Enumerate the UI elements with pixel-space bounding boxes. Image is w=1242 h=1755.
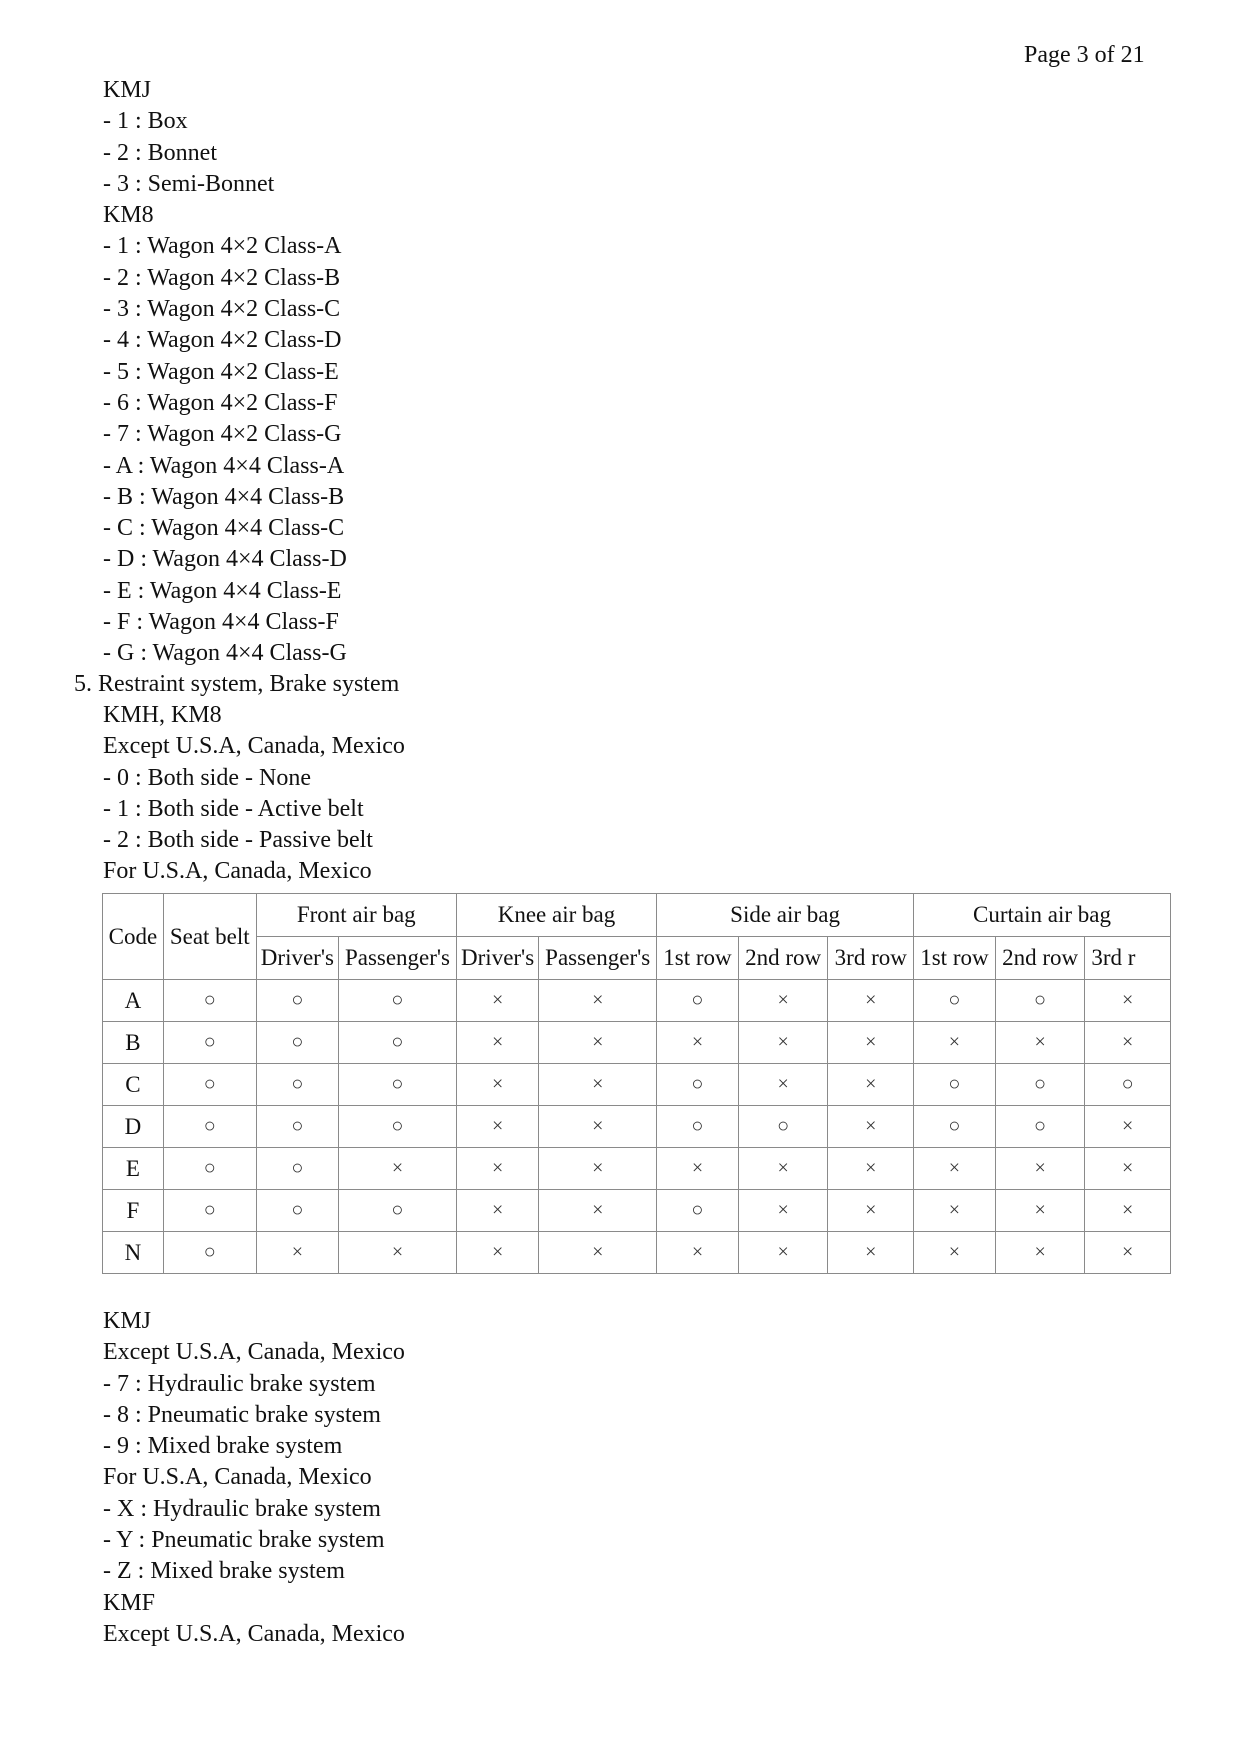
table-cell: ○ (995, 1064, 1085, 1106)
table-row (103, 980, 1171, 1022)
text-line: - C : Wagon 4×4 Class-C (103, 515, 345, 542)
text-line: - 2 : Bonnet (103, 139, 217, 166)
subheader-front-passengers: Passenger's (339, 937, 457, 980)
table-cell: × (914, 1190, 996, 1232)
table-cell: × (456, 1232, 538, 1274)
table-cell: × (456, 1106, 538, 1148)
header-seat-belt: Seat belt (163, 894, 256, 980)
row-code: N (103, 1232, 164, 1274)
table-cell: × (1085, 1106, 1171, 1148)
table-cell: × (828, 1106, 914, 1148)
page-number: Page 3 of 21 (1024, 42, 1145, 68)
text-line: - 4 : Wagon 4×2 Class-D (103, 327, 342, 354)
table-cell: × (339, 1148, 457, 1190)
text-line: - G : Wagon 4×4 Class-G (103, 640, 347, 667)
table-cell: ○ (163, 1190, 256, 1232)
table-cell: × (256, 1232, 338, 1274)
table-cell: × (456, 1064, 538, 1106)
text-line: Except U.S.A, Canada, Mexico (103, 1620, 405, 1647)
table-cell: ○ (256, 1106, 338, 1148)
table-cell: ○ (163, 1064, 256, 1106)
subheader-side-3rd-row: 3rd row (828, 937, 914, 980)
text-line: KMF (103, 1589, 156, 1616)
table-cell: × (914, 1022, 996, 1064)
table-row (103, 1148, 1171, 1190)
text-line: - 3 : Wagon 4×2 Class-C (103, 296, 341, 323)
text-line: KMH, KM8 (103, 702, 222, 728)
text-line: - 0 : Both side - None (103, 764, 311, 791)
table-cell: ○ (995, 1106, 1085, 1148)
text-line: - Y : Pneumatic brake system (103, 1527, 385, 1554)
table-row (103, 1022, 1171, 1064)
brake-system-list (103, 1306, 405, 1650)
table-cell: × (456, 1148, 538, 1190)
text-line: - 9 : Mixed brake system (103, 1433, 343, 1460)
table-cell: ○ (657, 980, 739, 1022)
text-line: - 2 : Wagon 4×2 Class-B (103, 264, 341, 291)
table-cell: ○ (339, 1106, 457, 1148)
table-cell: × (1085, 1022, 1171, 1064)
table-cell: ○ (339, 980, 457, 1022)
table-cell: ○ (256, 1064, 338, 1106)
text-line: For U.S.A, Canada, Mexico (103, 858, 372, 885)
table-cell: × (995, 1232, 1085, 1274)
table-cell: ○ (914, 1106, 996, 1148)
table-cell: × (995, 1148, 1085, 1190)
table-cell: × (1085, 1148, 1171, 1190)
text-line: - X : Hydraulic brake system (103, 1495, 381, 1522)
text-line: KMJ (103, 77, 152, 103)
table-cell: ○ (657, 1190, 739, 1232)
row-code: C (103, 1064, 164, 1106)
header-knee-air-bag: Knee air bag (456, 894, 656, 937)
table-cell: ○ (256, 1190, 338, 1232)
text-line: - 1 : Box (103, 108, 188, 135)
subheader-knee-passengers: Passenger's (539, 937, 657, 980)
subheader-knee-drivers: Driver's (456, 937, 538, 980)
table-cell: × (539, 1232, 657, 1274)
header-front-air-bag: Front air bag (256, 894, 456, 937)
table-cell: × (738, 1148, 828, 1190)
table-cell: ○ (914, 980, 996, 1022)
table-cell: × (539, 1190, 657, 1232)
table-cell: × (456, 980, 538, 1022)
table-cell: × (828, 1190, 914, 1232)
text-line: KMJ (103, 1308, 152, 1334)
table-cell: × (738, 1190, 828, 1232)
header-curtain-air-bag: Curtain air bag (914, 894, 1171, 937)
table-cell: ○ (163, 1232, 256, 1274)
table-cell: ○ (657, 1064, 739, 1106)
table-cell: × (738, 1022, 828, 1064)
table-cell: × (828, 1232, 914, 1274)
table-cell: × (828, 1148, 914, 1190)
table-cell: × (657, 1232, 739, 1274)
table-cell: × (1085, 1190, 1171, 1232)
text-line: - Z : Mixed brake system (103, 1558, 345, 1585)
section-heading: 5. Restraint system, Brake system (74, 671, 400, 697)
text-line: - B : Wagon 4×4 Class-B (103, 483, 345, 510)
text-line: - 6 : Wagon 4×2 Class-F (103, 389, 338, 416)
table-cell: × (456, 1022, 538, 1064)
text-line: KM8 (103, 202, 154, 229)
table-row (103, 1106, 1171, 1148)
subheader-side-2nd-row: 2nd row (738, 937, 828, 980)
table-row (103, 1232, 1171, 1274)
table-cell: ○ (256, 980, 338, 1022)
table-cell: × (738, 1232, 828, 1274)
table-cell: × (1085, 1232, 1171, 1274)
table-cell: × (828, 1064, 914, 1106)
table-cell: ○ (256, 1022, 338, 1064)
table-cell: ○ (914, 1064, 996, 1106)
table-row (103, 1064, 1171, 1106)
table-cell: ○ (1085, 1064, 1171, 1106)
row-code: F (103, 1190, 164, 1232)
table-cell: × (828, 980, 914, 1022)
text-line: - F : Wagon 4×4 Class-F (103, 609, 339, 636)
text-line: - 5 : Wagon 4×2 Class-E (103, 358, 339, 385)
table-cell: ○ (163, 980, 256, 1022)
subheader-front-drivers: Driver's (256, 937, 338, 980)
table-cell: ○ (339, 1064, 457, 1106)
text-line: - E : Wagon 4×4 Class-E (103, 577, 342, 604)
text-line: - 8 : Pneumatic brake system (103, 1401, 381, 1428)
table-cell: × (738, 980, 828, 1022)
text-line: - 3 : Semi-Bonnet (103, 170, 275, 197)
airbag-table (102, 893, 1171, 1274)
table-cell: × (738, 1064, 828, 1106)
table-cell: × (914, 1148, 996, 1190)
table-cell: × (828, 1022, 914, 1064)
table-cell: × (539, 1148, 657, 1190)
table-cell: ○ (163, 1148, 256, 1190)
table-cell: ○ (738, 1106, 828, 1148)
table-cell: ○ (163, 1106, 256, 1148)
restraint-system-list (103, 700, 405, 888)
table-cell: × (339, 1232, 457, 1274)
text-line: - 2 : Both side - Passive belt (103, 827, 373, 854)
header-side-air-bag: Side air bag (657, 894, 914, 937)
row-code: B (103, 1022, 164, 1064)
text-line: - 1 : Both side - Active belt (103, 795, 364, 822)
text-line: - 7 : Wagon 4×2 Class-G (103, 421, 342, 448)
subheader-curtain-1st-row: 1st row (914, 937, 996, 980)
subheader-curtain-3rd-row: 3rd r (1085, 937, 1171, 980)
subheader-curtain-2nd-row: 2nd row (995, 937, 1085, 980)
table-cell: × (995, 1190, 1085, 1232)
header-code: Code (103, 894, 164, 980)
row-code: E (103, 1148, 164, 1190)
table-cell: × (539, 980, 657, 1022)
table-cell: × (456, 1190, 538, 1232)
table-cell: ○ (339, 1190, 457, 1232)
text-line: Except U.S.A, Canada, Mexico (103, 733, 405, 760)
table-cell: × (995, 1022, 1085, 1064)
table-cell: ○ (256, 1148, 338, 1190)
text-line: - 1 : Wagon 4×2 Class-A (103, 233, 342, 260)
table-cell: × (914, 1232, 996, 1274)
table-cell: ○ (995, 980, 1085, 1022)
text-line: Except U.S.A, Canada, Mexico (103, 1339, 405, 1366)
text-line: - A : Wagon 4×4 Class-A (103, 452, 345, 479)
table-cell: × (657, 1148, 739, 1190)
text-line: - 7 : Hydraulic brake system (103, 1370, 376, 1397)
text-line: - D : Wagon 4×4 Class-D (103, 546, 347, 573)
table-cell: × (539, 1106, 657, 1148)
airbag-table-viewport (102, 893, 1171, 1279)
table-cell: ○ (657, 1106, 739, 1148)
table-cell: ○ (339, 1022, 457, 1064)
table-cell: ○ (163, 1022, 256, 1064)
row-code: D (103, 1106, 164, 1148)
table-cell: × (1085, 980, 1171, 1022)
text-line: For U.S.A, Canada, Mexico (103, 1464, 372, 1491)
table-cell: × (539, 1022, 657, 1064)
table-cell: × (657, 1022, 739, 1064)
table-cell: × (539, 1064, 657, 1106)
subheader-side-1st-row: 1st row (657, 937, 739, 980)
table-row (103, 1190, 1171, 1232)
vehicle-body-type-list (103, 75, 347, 670)
row-code: A (103, 980, 164, 1022)
